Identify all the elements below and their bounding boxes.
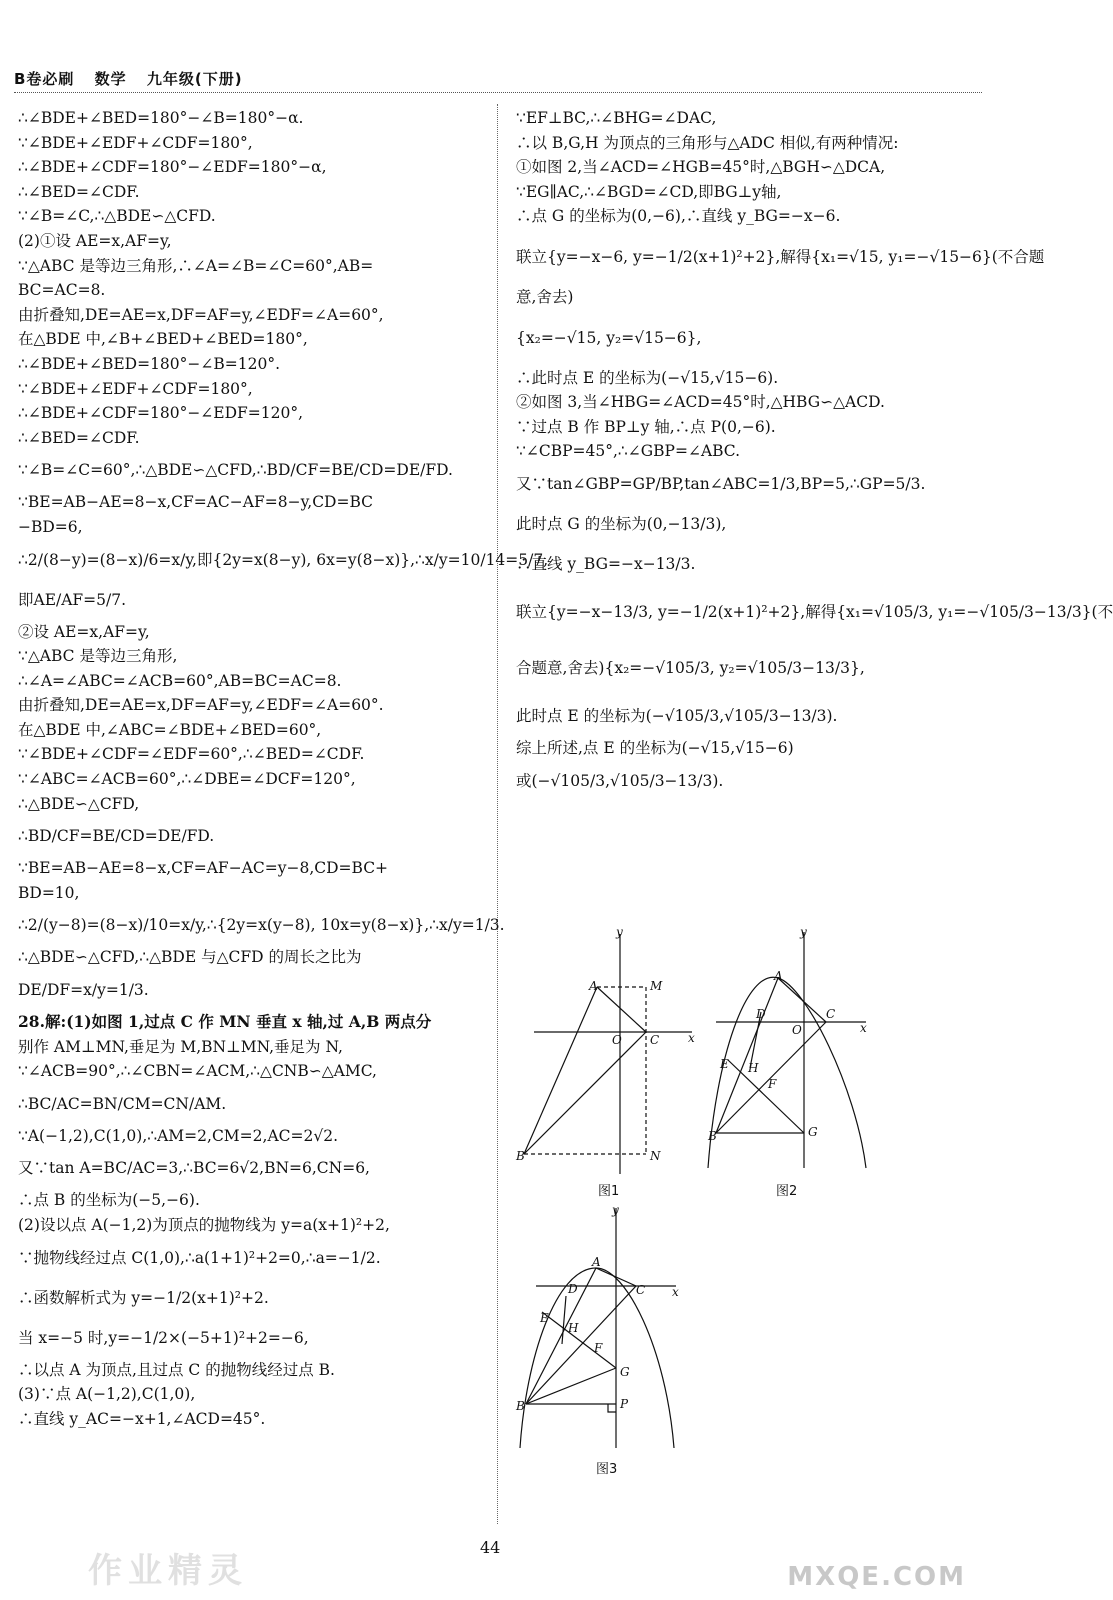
text-line: 由折叠知,DE=AE=x,DF=AF=y,∠EDF=∠A=60°,	[18, 305, 384, 324]
svg-text:H: H	[748, 1061, 759, 1075]
text-line: 综上所述,点 E 的坐标为(−√15,√15−6)	[516, 738, 794, 757]
right-column	[516, 106, 1113, 801]
text-line: 此时点 G 的坐标为(0,−13/3),	[516, 514, 727, 533]
text-line: ∵∠B=∠C,∴△BDE∽△CFD.	[18, 207, 216, 226]
svg-text:C: C	[650, 1033, 660, 1047]
text-line: ∵∠ABC=∠ACB=60°,∴∠DBE=∠DCF=120°,	[18, 770, 356, 789]
svg-text:y: y	[612, 1203, 619, 1217]
svg-text:C: C	[636, 1283, 646, 1297]
text-line: ∵A(−1,2),C(1,0),∴AM=2,CM=2,AC=2√2.	[18, 1126, 339, 1145]
figure-2	[708, 932, 866, 1168]
svg-text:F: F	[594, 1341, 603, 1355]
text-line: ∴以点 A 为顶点,且过点 C 的抛物线经过点 B.	[18, 1360, 335, 1379]
text-line: ∵∠CBP=45°,∴∠GBP=∠ABC.	[516, 442, 741, 461]
svg-text:H: H	[568, 1321, 579, 1335]
text-line: (3)∵点 A(−1,2),C(1,0),	[18, 1385, 196, 1404]
text-line: (2)①设 AE=x,AF=y,	[18, 231, 172, 250]
text-line: 即AE/AF=5/7.	[18, 590, 127, 609]
figure-3-caption: 图3	[596, 1462, 618, 1477]
text-line: ∴点 B 的坐标为(−5,−6).	[18, 1191, 200, 1210]
svg-text:A: A	[592, 1255, 601, 1269]
text-line: ∴点 G 的坐标为(0,−6),∴直线 y_BG=−x−6.	[516, 207, 841, 226]
svg-text:E: E	[540, 1311, 549, 1325]
text-line: ∴∠A=∠ABC=∠ACB=60°,AB=BC=AC=8.	[18, 671, 342, 690]
text-line: ∵过点 B 作 BP⊥y 轴,∴点 P(0,−6).	[516, 417, 776, 436]
svg-text:A: A	[589, 979, 598, 993]
text-line: 又∵tan A=BC/AC=3,∴BC=6√2,BN=6,CN=6,	[18, 1159, 370, 1178]
text-line: ∴∠BDE+∠BED=180°−∠B=120°.	[18, 354, 281, 373]
text-line: ∵BE=AB−AE=8−x,CF=AF−AC=y−8,CD=BC+	[18, 859, 389, 878]
text-line: 联立{y=−x−6, y=−1/2(x+1)²+2},解得{x₁=√15, y₁=−√15−6}(不合题	[516, 247, 1045, 266]
page-number: 44	[480, 1538, 501, 1557]
svg-text:y: y	[800, 925, 807, 939]
text-line: 合题意,舍去){x₂=−√105/3, y₂=√105/3−13/3},	[516, 658, 865, 677]
grade-name: 九年级(下册)	[146, 70, 243, 88]
text-line: ∵抛物线经过点 C(1,0),∴a(1+1)²+2=0,∴a=−1/2.	[18, 1248, 381, 1267]
problem-28-heading: 28.解:(1)如图 1,过点 C 作 MN 垂直 x 轴,过 A,B 两点分	[18, 1012, 432, 1032]
text-line: 联立{y=−x−13/3, y=−1/2(x+1)²+2},解得{x₁=√105/3, y₁=−√105/3−13/3}(不	[516, 602, 1113, 621]
text-line: ∴此时点 E 的坐标为(−√15,√15−6).	[516, 368, 779, 387]
svg-text:G: G	[620, 1365, 630, 1379]
text-line: ∵∠B=∠C=60°,∴△BDE∽△CFD,∴BD/CF=BE/CD=DE/FD.	[18, 461, 453, 480]
text-line: BC=AC=8.	[18, 281, 106, 300]
geometry-figures	[516, 925, 896, 1498]
subject-name: 数学	[94, 70, 127, 88]
figure-1-caption: 图1	[598, 1184, 620, 1199]
watermark-text: 作业精灵	[88, 1551, 248, 1591]
text-line: 在△BDE 中,∠B+∠BED+∠BED=180°,	[18, 330, 308, 349]
text-line: {x₂=−√15, y₂=√15−6},	[516, 328, 702, 347]
svg-text:A: A	[774, 969, 783, 983]
svg-text:G: G	[808, 1125, 818, 1139]
text-line: ∴BD/CF=BE/CD=DE/FD.	[18, 827, 215, 846]
svg-text:B: B	[708, 1129, 717, 1143]
column-divider	[497, 104, 498, 1524]
text-line: ①如图 2,当∠ACD=∠HGB=45°时,△BGH∽△DCA,	[516, 158, 886, 177]
text-line: ∴直线 y_BG=−x−13/3.	[516, 554, 696, 573]
text-line: −BD=6,	[18, 517, 83, 536]
text-line: ②设 AE=x,AF=y,	[18, 622, 150, 641]
text-line: ∵△ABC 是等边三角形,	[18, 647, 178, 666]
page-header	[14, 68, 257, 89]
svg-text:D: D	[756, 1007, 766, 1021]
text-line: ∵∠BDE+∠EDF+∠CDF=180°,	[18, 379, 253, 398]
svg-text:x: x	[860, 1021, 867, 1035]
svg-text:y: y	[616, 925, 623, 939]
svg-text:B: B	[516, 1399, 525, 1413]
text-line: 又∵tan∠GBP=GP/BP,tan∠ABC=1/3,BP=5,∴GP=5/3.	[516, 474, 926, 493]
svg-text:P: P	[620, 1397, 629, 1411]
watermark-site: MXQE.COM	[787, 1562, 966, 1592]
text-line: DE/DF=x/y=1/3.	[18, 981, 149, 1000]
figure-2-caption: 图2	[776, 1184, 798, 1199]
text-line: ∴△BDE∽△CFD,	[18, 794, 140, 813]
text-line: (2)设以点 A(−1,2)为顶点的抛物线为 y=a(x+1)²+2,	[18, 1216, 390, 1234]
text-line: ∴直线 y_AC=−x+1,∠ACD=45°.	[18, 1409, 266, 1428]
svg-text:O: O	[792, 1023, 802, 1037]
text-line: ∴∠BDE+∠CDF=180°−∠EDF=120°,	[18, 404, 304, 423]
text-line: ∵△ABC 是等边三角形,∴∠A=∠B=∠C=60°,AB=	[18, 256, 374, 275]
text-line: 别作 AM⊥MN,垂足为 M,BN⊥MN,垂足为 N,	[18, 1037, 343, 1056]
text-line: ∵BE=AB−AE=8−x,CF=AC−AF=8−y,CD=BC	[18, 493, 374, 512]
svg-text:C: C	[826, 1007, 836, 1021]
text-line: ∵EF⊥BC,∴∠BHG=∠DAC,	[516, 109, 717, 127]
figure-3	[520, 1208, 676, 1448]
text-line: ∵EG∥AC,∴∠BGD=∠CD,即BG⊥y轴,	[516, 182, 782, 201]
text-line: BD=10,	[18, 883, 80, 902]
svg-text:x: x	[672, 1285, 679, 1299]
svg-text:D: D	[568, 1282, 578, 1296]
text-line: ∴2/(y−8)=(8−x)/10=x/y,∴{2y=x(y−8), 10x=y(8−x)},∴x/y=1/3.	[18, 916, 505, 935]
text-line: ∵∠BDE+∠EDF+∠CDF=180°,	[18, 133, 253, 152]
text-line: 或(−√105/3,√105/3−13/3).	[516, 771, 724, 790]
text-line: 当 x=−5 时,y=−1/2×(−5+1)²+2=−6,	[18, 1328, 309, 1347]
text-line: ∵∠ACB=90°,∴∠CBN=∠ACM,∴△CNB∽△AMC,	[18, 1062, 377, 1081]
header-divider	[14, 92, 982, 93]
text-line: ∴∠BDE+∠CDF=180°−∠EDF=180°−α,	[18, 158, 327, 177]
text-line: ∵∠BDE+∠CDF=∠EDF=60°,∴∠BED=∠CDF.	[18, 745, 365, 764]
text-line: 在△BDE 中,∠ABC=∠BDE+∠BED=60°,	[18, 720, 322, 739]
svg-text:E: E	[720, 1057, 729, 1071]
text-line: ∴△BDE∽△CFD,∴△BDE 与△CFD 的周长之比为	[18, 948, 362, 967]
text-line: ②如图 3,当∠HBG=∠ACD=45°时,△HBG∽△ACD.	[516, 393, 885, 412]
svg-text:F: F	[768, 1077, 777, 1091]
text-line: 由折叠知,DE=AE=x,DF=AF=y,∠EDF=∠A=60°.	[18, 696, 384, 715]
text-line: ∴以 B,G,H 为顶点的三角形与△ADC 相似,有两种情况:	[516, 133, 899, 152]
figures-area	[516, 925, 896, 1498]
text-line: ∴∠BED=∠CDF.	[18, 428, 140, 447]
svg-text:N: N	[650, 1149, 661, 1163]
series-name: B卷必刷	[14, 70, 75, 88]
text-line: 意,舍去)	[516, 287, 574, 306]
text-line: ∴函数解析式为 y=−1/2(x+1)²+2.	[18, 1288, 269, 1307]
svg-text:B: B	[516, 1149, 525, 1163]
svg-text:O: O	[612, 1033, 622, 1047]
text-line: ∴∠BED=∠CDF.	[18, 182, 140, 201]
text-line: ∴∠BDE+∠BED=180°−∠B=180°−α.	[18, 109, 304, 127]
text-line: ∴BC/AC=BN/CM=CN/AM.	[18, 1094, 227, 1113]
svg-text:x: x	[688, 1031, 695, 1045]
figure-1	[524, 934, 692, 1174]
text-line: ∴2/(8−y)=(8−x)/6=x/y,即{2y=x(8−y), 6x=y(8−x)},∴x/y=10/14=5/7,	[18, 550, 549, 569]
svg-text:M: M	[650, 979, 663, 993]
text-line: 此时点 E 的坐标为(−√105/3,√105/3−13/3).	[516, 706, 838, 725]
